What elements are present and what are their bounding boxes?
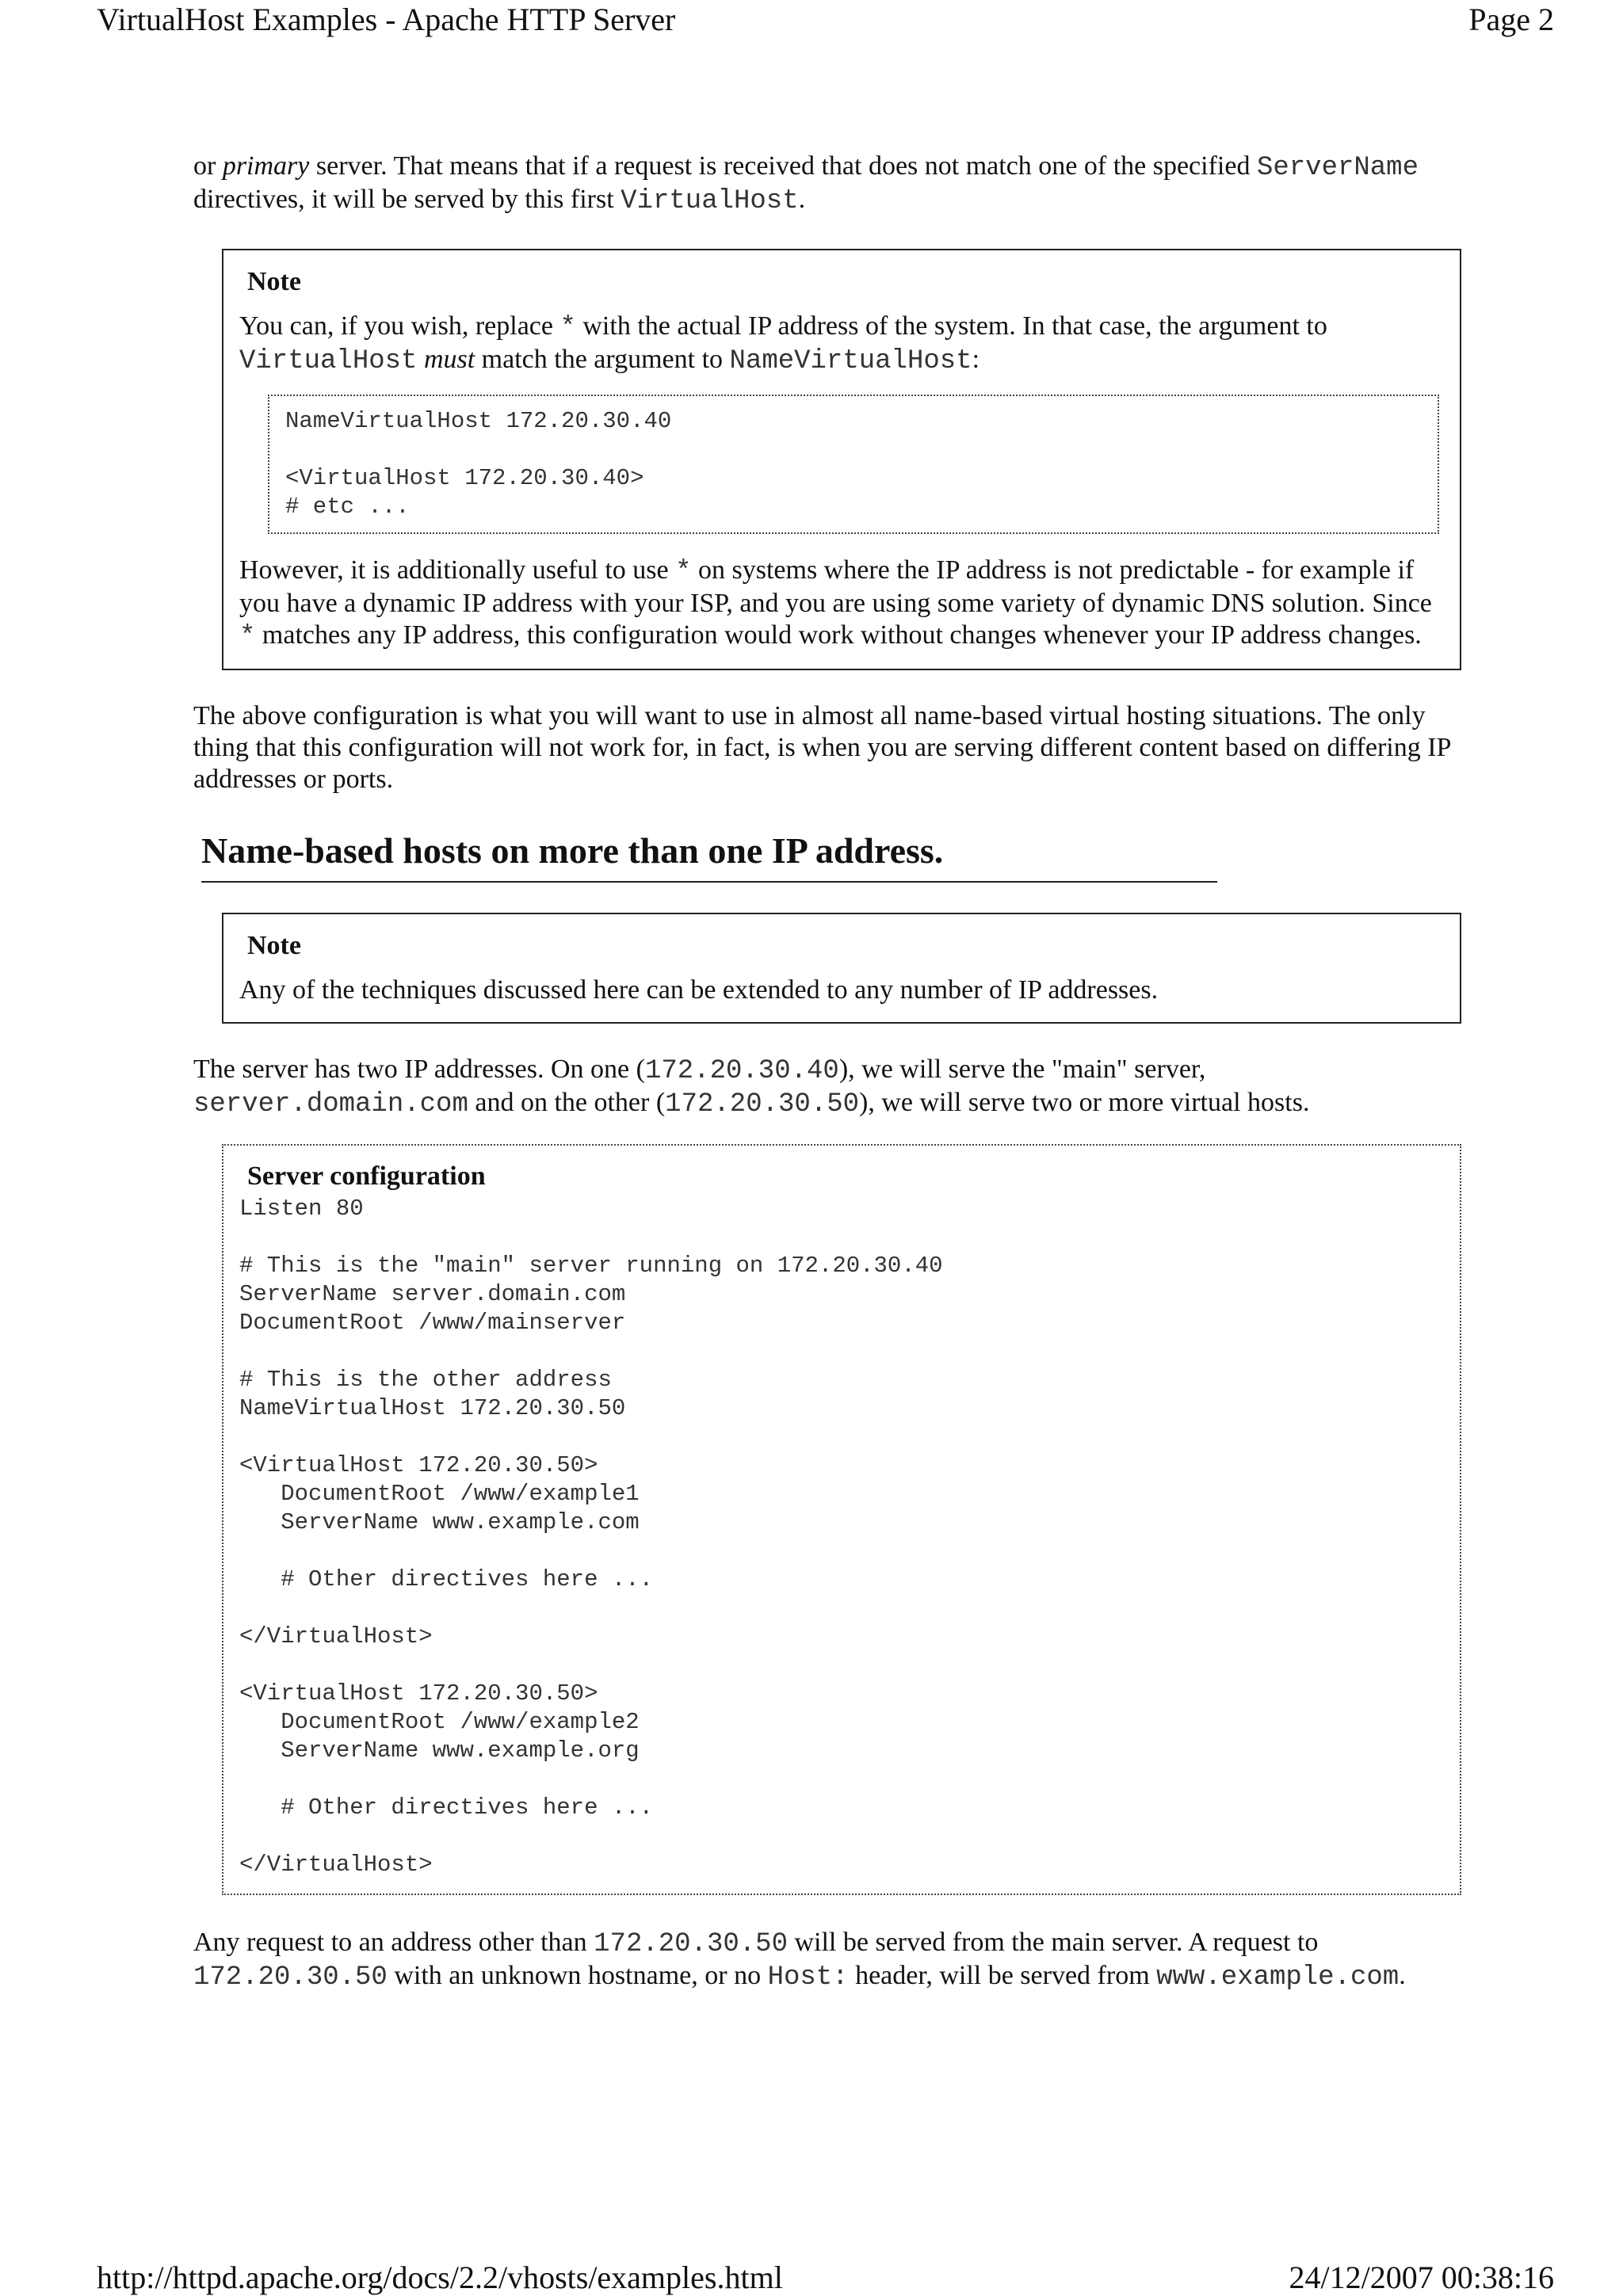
note-text: matches any IP address, this configuration would work without changes whenever your IP address changes. bbox=[255, 620, 1422, 650]
note-paragraph bbox=[239, 311, 1439, 377]
body-paragraph bbox=[193, 1054, 1461, 1120]
body-text: with an unknown hostname, or no bbox=[387, 1961, 768, 1990]
body-text: header, will be served from bbox=[848, 1961, 1157, 1990]
body-paragraph: The above configuration is what you will want to use in almost all name-based virtual hosting situations. The only thing that this configuration will not work for, in fact, is when you are serving different content based on differing IP addresses or ports. bbox=[193, 701, 1451, 794]
inline-code: * bbox=[239, 622, 256, 652]
inline-code: VirtualHost bbox=[621, 186, 799, 216]
note-paragraph: Any of the techniques discussed here can be extended to any number of IP addresses. bbox=[239, 975, 1159, 1005]
inline-code: 172.20.30.50 bbox=[594, 1929, 788, 1959]
inline-code: * bbox=[675, 557, 692, 587]
document-body bbox=[193, 151, 1461, 1993]
body-text: ), we will serve two or more virtual hosts. bbox=[859, 1088, 1310, 1117]
body-text: Any request to an address other than bbox=[193, 1928, 594, 1957]
inline-code: 172.20.30.50 bbox=[193, 1962, 388, 1993]
note-emphasis: must bbox=[423, 345, 475, 374]
inline-code: 172.20.30.40 bbox=[644, 1056, 839, 1086]
inline-code: VirtualHost bbox=[239, 346, 418, 376]
note-text: However, it is additionally useful to use bbox=[239, 555, 676, 585]
body-text: and on the other ( bbox=[468, 1088, 666, 1117]
body-text: ), we will serve the "main" server, bbox=[838, 1055, 1206, 1084]
inline-code: ServerName bbox=[1256, 153, 1419, 183]
inline-code: 172.20.30.50 bbox=[665, 1089, 860, 1119]
inline-code: Host: bbox=[767, 1962, 849, 1993]
note-paragraph bbox=[239, 555, 1439, 653]
footer-timestamp: 24/12/2007 00:38:16 bbox=[1289, 2260, 1554, 2295]
code-block: NameVirtualHost 172.20.30.40 <VirtualHost 172.20.30.40> # etc ... bbox=[285, 408, 672, 520]
inline-code: NameVirtualHost bbox=[729, 346, 972, 376]
note-text bbox=[417, 345, 424, 374]
footer-url: http://httpd.apache.org/docs/2.2/vhosts/examples.html bbox=[97, 2260, 783, 2295]
inline-code: * bbox=[559, 313, 576, 343]
note-text: with the actual IP address of the system. In that case, the argument to bbox=[575, 311, 1327, 341]
note-title: Note bbox=[247, 931, 301, 960]
body-text: The server has two IP addresses. On one ( bbox=[193, 1055, 645, 1084]
section-heading: Name-based hosts on more than one IP address. bbox=[201, 829, 1217, 883]
inline-code: server.domain.com bbox=[193, 1089, 468, 1119]
example-title: Server configuration bbox=[247, 1161, 486, 1191]
note-title: Note bbox=[247, 267, 301, 296]
note-box-multiple-ips bbox=[222, 913, 1461, 1024]
note-text: : bbox=[972, 345, 980, 374]
intro-paragraph bbox=[193, 151, 1461, 217]
body-paragraph bbox=[193, 1927, 1461, 1993]
config-code-block: Listen 80 # This is the "main" server running on 172.20.30.40 ServerName server.domain.com DocumentRoot /www/mainserver # This is the other address NameVirtualHost 172.20.30.50 <VirtualHost 172.20.30.50> DocumentRoot /www/example1 ServerName www.example.com # Other directives here ... </VirtualHost> <VirtualHost 172.20.30.50> DocumentRoot /www/example2 ServerName www.example.org # Other directives here ... </VirtualHost> bbox=[239, 1196, 943, 1878]
intro-text: . bbox=[798, 185, 806, 214]
body-text: . bbox=[1399, 1961, 1406, 1990]
inline-code: www.example.com bbox=[1156, 1962, 1400, 1993]
note-text: match the argument to bbox=[475, 345, 730, 374]
note-text: on systems where the IP address is not predictable - for example if you have a dynamic IP address with your ISP, and you are using some variety of dynamic DNS solution. Since bbox=[239, 555, 1432, 618]
server-configuration-example bbox=[222, 1144, 1461, 1895]
intro-text: or bbox=[193, 151, 223, 181]
code-example-box bbox=[268, 395, 1439, 534]
header-title: VirtualHost Examples - Apache HTTP Server bbox=[97, 2, 676, 37]
note-box-wildcard bbox=[222, 249, 1461, 670]
page-number: Page 2 bbox=[1468, 2, 1554, 37]
intro-text: server. That means that if a request is received that does not match one of the specified bbox=[309, 151, 1257, 181]
intro-text: directives, it will be served by this first bbox=[193, 185, 621, 214]
intro-emphasis: primary bbox=[222, 151, 310, 181]
note-text: You can, if you wish, replace bbox=[239, 311, 560, 341]
body-text: will be served from the main server. A request to bbox=[787, 1928, 1319, 1957]
